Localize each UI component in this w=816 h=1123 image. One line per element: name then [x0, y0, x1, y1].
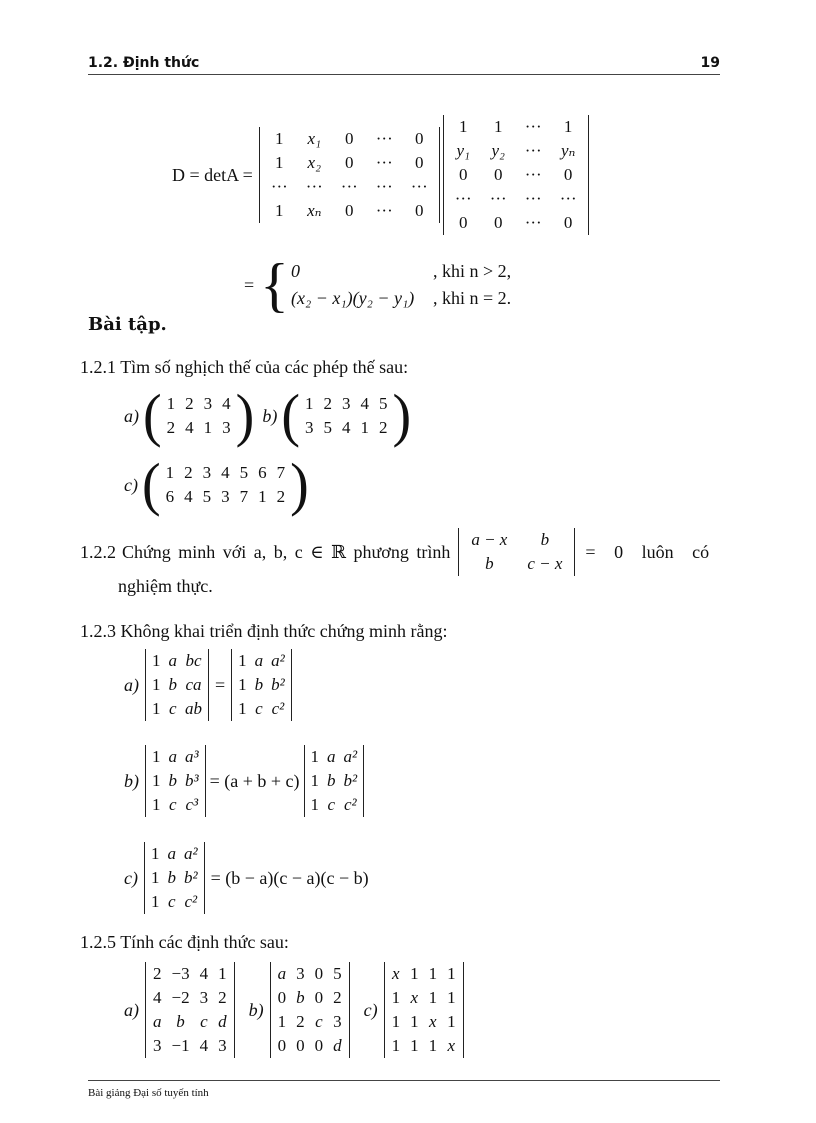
- matrix-cell: 0: [345, 153, 354, 172]
- case2-condition: , khi n = 2.: [432, 288, 512, 308]
- matrix-cell: 1: [238, 675, 247, 694]
- running-header: 1.2. Định thức: [88, 55, 200, 71]
- matrix-cell: 5: [239, 463, 249, 482]
- ex-number: 1.2.5: [80, 932, 116, 952]
- matrix-cell: ···: [270, 177, 288, 196]
- ex121-c: c) ( 1 2 3 4 5 6 7 6 4 5 3 7 1 2 ): [124, 452, 309, 518]
- matrix-cell: 0: [345, 129, 354, 148]
- matrix-cell: 1: [275, 129, 284, 148]
- matrix-cell: 3: [296, 964, 305, 983]
- permutation-b: [300, 392, 393, 440]
- matrix-cell: 1: [258, 487, 267, 506]
- matrix-cell: 1: [238, 651, 247, 670]
- matrix-cell: b: [485, 554, 494, 573]
- ex-text: Chứng minh với a, b, c ∈ ℝ phương trình: [122, 541, 451, 562]
- matrix-cell: ···: [375, 201, 393, 220]
- matrix-cell: 2: [166, 418, 176, 437]
- matrix-cell: 4: [199, 964, 209, 983]
- matrix-cell: ···: [524, 117, 542, 136]
- label-b: b): [124, 770, 139, 791]
- matrix-cell: x₁: [307, 129, 322, 148]
- matrix-cell: ···: [375, 153, 393, 172]
- matrix-cell: 1: [277, 1012, 287, 1031]
- matrix-a: [259, 127, 440, 223]
- matrix-cell: b: [168, 771, 177, 790]
- matrix-cell: c²: [184, 892, 198, 911]
- matrix-cell: c: [200, 1012, 208, 1031]
- matrix-cell: 0: [314, 988, 324, 1007]
- matrix-cell: 2: [218, 988, 227, 1007]
- matrix-cell: c − x: [527, 554, 563, 573]
- matrix-cell: b: [168, 675, 177, 694]
- label-c: c): [363, 999, 378, 1020]
- matrix-cell: ···: [305, 177, 323, 196]
- matrix-cell: 3: [203, 394, 213, 413]
- matrix-cell: 1: [152, 651, 161, 670]
- matrix-cell: a: [168, 651, 177, 670]
- matrix-cell: c: [168, 699, 177, 718]
- matrix-cell: 1: [410, 964, 419, 983]
- matrix-cell: 1: [152, 771, 161, 790]
- matrix-cell: 1: [310, 747, 320, 766]
- matrix-cell: b²: [183, 868, 198, 887]
- matrix-cell: 0: [314, 1036, 324, 1055]
- matrix-cell: 5: [378, 394, 388, 413]
- matrix-cell: 2: [185, 394, 194, 413]
- matrix-cell: 1: [203, 418, 213, 437]
- matrix-cell: 3: [333, 1012, 342, 1031]
- matrix-cell: b: [540, 530, 550, 549]
- ex-text-2: = 0 luôn có: [585, 541, 710, 562]
- matrix-cell: 1: [150, 868, 160, 887]
- matrix-cell: 3: [222, 418, 231, 437]
- exercise-1-2-2: [80, 528, 709, 576]
- matrix-cell: 4: [360, 394, 369, 413]
- matrix-cell: 3: [218, 1036, 227, 1055]
- matrix-cell: ···: [524, 189, 542, 208]
- exercises-title: Bài tập.: [88, 314, 167, 335]
- matrix-cell: 1: [447, 988, 456, 1007]
- matrix-cell: 0: [414, 201, 424, 220]
- matrix-cell: ···: [340, 177, 358, 196]
- matrix-cell: bc: [185, 651, 202, 670]
- det-cases: [244, 252, 512, 318]
- matrix-cell: 0: [493, 213, 503, 232]
- matrix-cell: 4: [221, 463, 230, 482]
- matrix-cell: −1: [171, 1036, 190, 1055]
- matrix-cell: 2: [333, 988, 342, 1007]
- matrix-cell: b: [254, 675, 264, 694]
- label-b: b): [248, 999, 264, 1020]
- ex123-c: [124, 842, 369, 914]
- matrix-cell: 3: [153, 1036, 162, 1055]
- matrix-cell: 1: [152, 747, 161, 766]
- matrix-cell: b: [176, 1012, 185, 1031]
- matrix-cell: a²: [183, 844, 198, 863]
- ex123-a: [124, 649, 292, 721]
- matrix-cell: x: [447, 1036, 456, 1055]
- exercise-1-2-1: [80, 357, 408, 378]
- exercise-1-2-3: [80, 621, 447, 642]
- ex-number: 1.2.3: [80, 621, 116, 641]
- case1-value: 0: [290, 261, 300, 281]
- matrix-cell: 0: [414, 129, 424, 148]
- matrix-cell: c²: [344, 795, 357, 814]
- matrix-cell: c: [168, 795, 177, 814]
- matrix-cell: ···: [410, 177, 428, 196]
- matrix-cell: 1: [150, 844, 160, 863]
- matrix-b: [443, 115, 589, 235]
- ex-text: Tính các định thức sau:: [120, 932, 289, 952]
- matrix-cell: 1: [563, 117, 573, 136]
- matrix-cell: a − x: [471, 530, 508, 549]
- permutation-a: [162, 392, 236, 440]
- matrix-cell: 1: [310, 795, 320, 814]
- matrix-cell: 1: [410, 1036, 419, 1055]
- matrix-cell: x: [429, 1012, 437, 1031]
- matrix-cell: 3: [341, 394, 351, 413]
- ex-number: 1.2.2: [80, 541, 116, 562]
- matrix-cell: −2: [171, 988, 190, 1007]
- matrix-cell: 4: [153, 988, 162, 1007]
- rhs: = (b − a)(c − a)(c − b): [210, 867, 369, 888]
- matrix-cell: c: [255, 699, 263, 718]
- matrix-cell: x: [392, 964, 400, 983]
- matrix-cell: 6: [165, 487, 175, 506]
- matrix-cell: 6: [258, 463, 267, 482]
- matrix-cell: c: [167, 892, 176, 911]
- matrix-cell: 0: [458, 213, 468, 232]
- matrix-cell: 0: [414, 153, 424, 172]
- permutation-c: [161, 461, 291, 509]
- matrix-cell: 5: [202, 487, 212, 506]
- matrix-cell: d: [333, 1036, 342, 1055]
- ex123-b: [124, 745, 364, 817]
- matrix-cell: 0: [345, 201, 354, 220]
- case1-condition: , khi n > 2,: [432, 261, 512, 281]
- matrix-cell: 1: [165, 463, 175, 482]
- matrix-cell: 4: [222, 394, 231, 413]
- ex-number: 1.2.1: [80, 357, 116, 377]
- matrix-cell: 2: [323, 394, 332, 413]
- matrix-cell: xₙ: [307, 201, 322, 220]
- matrix-cell: a: [277, 964, 287, 983]
- matrix-cell: 0: [277, 1036, 287, 1055]
- matrix-cell: y₁: [456, 141, 470, 160]
- equals: =: [215, 674, 226, 695]
- matrix-cell: x: [410, 988, 419, 1007]
- matrix-cell: 0: [563, 165, 573, 184]
- matrix-cell: 1: [428, 964, 438, 983]
- exercise-1-2-5: [80, 932, 289, 953]
- ex-text: Không khai triển định thức chứng minh rằng:: [120, 621, 448, 641]
- case2-value: (x₂ − x₁)(y₂ − y₁): [290, 288, 415, 308]
- matrix-cell: 0: [314, 964, 324, 983]
- matrix-cell: 1: [391, 1012, 401, 1031]
- matrix-cell: yₙ: [560, 141, 576, 160]
- matrix-cell: ···: [524, 213, 542, 232]
- label-a: a): [124, 405, 139, 426]
- matrix-cell: 1: [304, 394, 314, 413]
- matrix-cell: c²: [271, 699, 285, 718]
- factor: = (a + b + c): [209, 770, 300, 791]
- matrix-cell: 1: [152, 675, 161, 694]
- matrix-cell: 4: [199, 1036, 209, 1055]
- matrix-cell: 1: [428, 988, 438, 1007]
- matrix-cell: 1: [150, 892, 160, 911]
- matrix-cell: 1: [391, 1036, 401, 1055]
- matrix-cell: 1: [218, 964, 227, 983]
- ex122-continuation: nghiệm thực.: [118, 576, 213, 596]
- matrix-cell: 1: [447, 964, 456, 983]
- matrix-cell: 4: [184, 487, 193, 506]
- matrix-cell: 2: [153, 964, 162, 983]
- matrix-cell: 2: [296, 1012, 305, 1031]
- matrix-cell: b³: [185, 771, 199, 790]
- matrix-cell: 3: [304, 418, 314, 437]
- cases-eq: =: [244, 274, 255, 295]
- matrix-cell: a²: [271, 651, 285, 670]
- matrix-cell: 0: [296, 1036, 305, 1055]
- matrix-cell: 0: [458, 165, 468, 184]
- matrix-cell: x₂: [307, 153, 322, 172]
- matrix-cell: ···: [454, 189, 472, 208]
- matrix-cell: b²: [343, 771, 358, 790]
- ex-text: Tìm số nghịch thế của các phép thế sau:: [120, 357, 409, 377]
- matrix-cell: b²: [271, 675, 285, 694]
- matrix-cell: a³: [185, 747, 199, 766]
- matrix-cell: ···: [524, 165, 542, 184]
- matrix-cell: 1: [152, 699, 161, 718]
- matrix-cell: 2: [184, 463, 193, 482]
- matrix-cell: b: [296, 988, 305, 1007]
- label-b: b): [262, 405, 278, 426]
- matrix-cell: ···: [559, 189, 577, 208]
- matrix-cell: y₂: [491, 141, 505, 160]
- matrix-cell: 5: [323, 418, 332, 437]
- matrix-cell: 1: [166, 394, 176, 413]
- matrix-cell: 1: [275, 153, 284, 172]
- matrix-cell: 1: [275, 201, 284, 220]
- label-c: c): [124, 867, 138, 888]
- matrix-cell: c³: [185, 795, 199, 814]
- matrix-cell: −3: [171, 964, 190, 983]
- matrix-cell: 1: [458, 117, 468, 136]
- matrix-cell: ···: [375, 129, 393, 148]
- footer-text: Bài giảng Đại số tuyến tính: [88, 1087, 209, 1099]
- matrix-2x2: [458, 528, 575, 576]
- left-brace: {: [260, 252, 289, 318]
- ex121-ab: a) ( 1 2 3 4 2 4 1 3 ) b) ( 1 2 3 4 5 3 5 4 1 2 ): [124, 383, 412, 449]
- matrix-cell: 0: [493, 165, 503, 184]
- matrix-cell: ···: [375, 177, 393, 196]
- det-product-equation: [172, 115, 589, 235]
- matrix-cell: c: [315, 1012, 323, 1031]
- matrix-cell: 1: [152, 795, 161, 814]
- header-rule: [88, 74, 720, 75]
- matrix-cell: 7: [276, 463, 286, 482]
- matrix-cell: 7: [239, 487, 249, 506]
- matrix-cell: 5: [333, 964, 342, 983]
- footer-rule: [88, 1080, 720, 1081]
- matrix-cell: 1: [391, 988, 401, 1007]
- matrix-cell: a: [153, 1012, 162, 1031]
- matrix-cell: 1: [310, 771, 320, 790]
- label-c: c): [124, 474, 138, 495]
- matrix-cell: 1: [493, 117, 503, 136]
- matrix-cell: 1: [238, 699, 247, 718]
- matrix-cell: b: [327, 771, 336, 790]
- matrix-cell: 1: [428, 1036, 438, 1055]
- matrix-cell: 1: [360, 418, 369, 437]
- matrix-cell: 4: [185, 418, 194, 437]
- matrix-cell: 3: [202, 463, 212, 482]
- matrix-cell: 0: [563, 213, 573, 232]
- matrix-cell: 0: [277, 988, 287, 1007]
- matrix-cell: 1: [447, 1012, 456, 1031]
- matrix-cell: d: [218, 1012, 227, 1031]
- matrix-cell: a: [327, 747, 336, 766]
- matrix-cell: a: [167, 844, 176, 863]
- matrix-cell: b: [167, 868, 176, 887]
- matrix-cell: c: [327, 795, 336, 814]
- page-number: 19: [700, 55, 720, 71]
- matrix-cell: ca: [185, 675, 202, 694]
- matrix-cell: 2: [276, 487, 286, 506]
- label-a: a): [124, 999, 139, 1020]
- matrix-cell: 3: [221, 487, 230, 506]
- matrix-cell: ab: [185, 699, 202, 718]
- matrix-cell: 2: [378, 418, 388, 437]
- det-lhs: D = detA =: [172, 164, 253, 185]
- matrix-cell: a²: [343, 747, 358, 766]
- ex125-matrices: [124, 962, 464, 1058]
- matrix-cell: ···: [524, 141, 542, 160]
- matrix-cell: a: [168, 747, 177, 766]
- matrix-cell: 1: [410, 1012, 419, 1031]
- matrix-cell: ···: [489, 189, 507, 208]
- matrix-cell: 3: [199, 988, 209, 1007]
- label-a: a): [124, 674, 139, 695]
- matrix-cell: 4: [341, 418, 351, 437]
- matrix-cell: a: [254, 651, 264, 670]
